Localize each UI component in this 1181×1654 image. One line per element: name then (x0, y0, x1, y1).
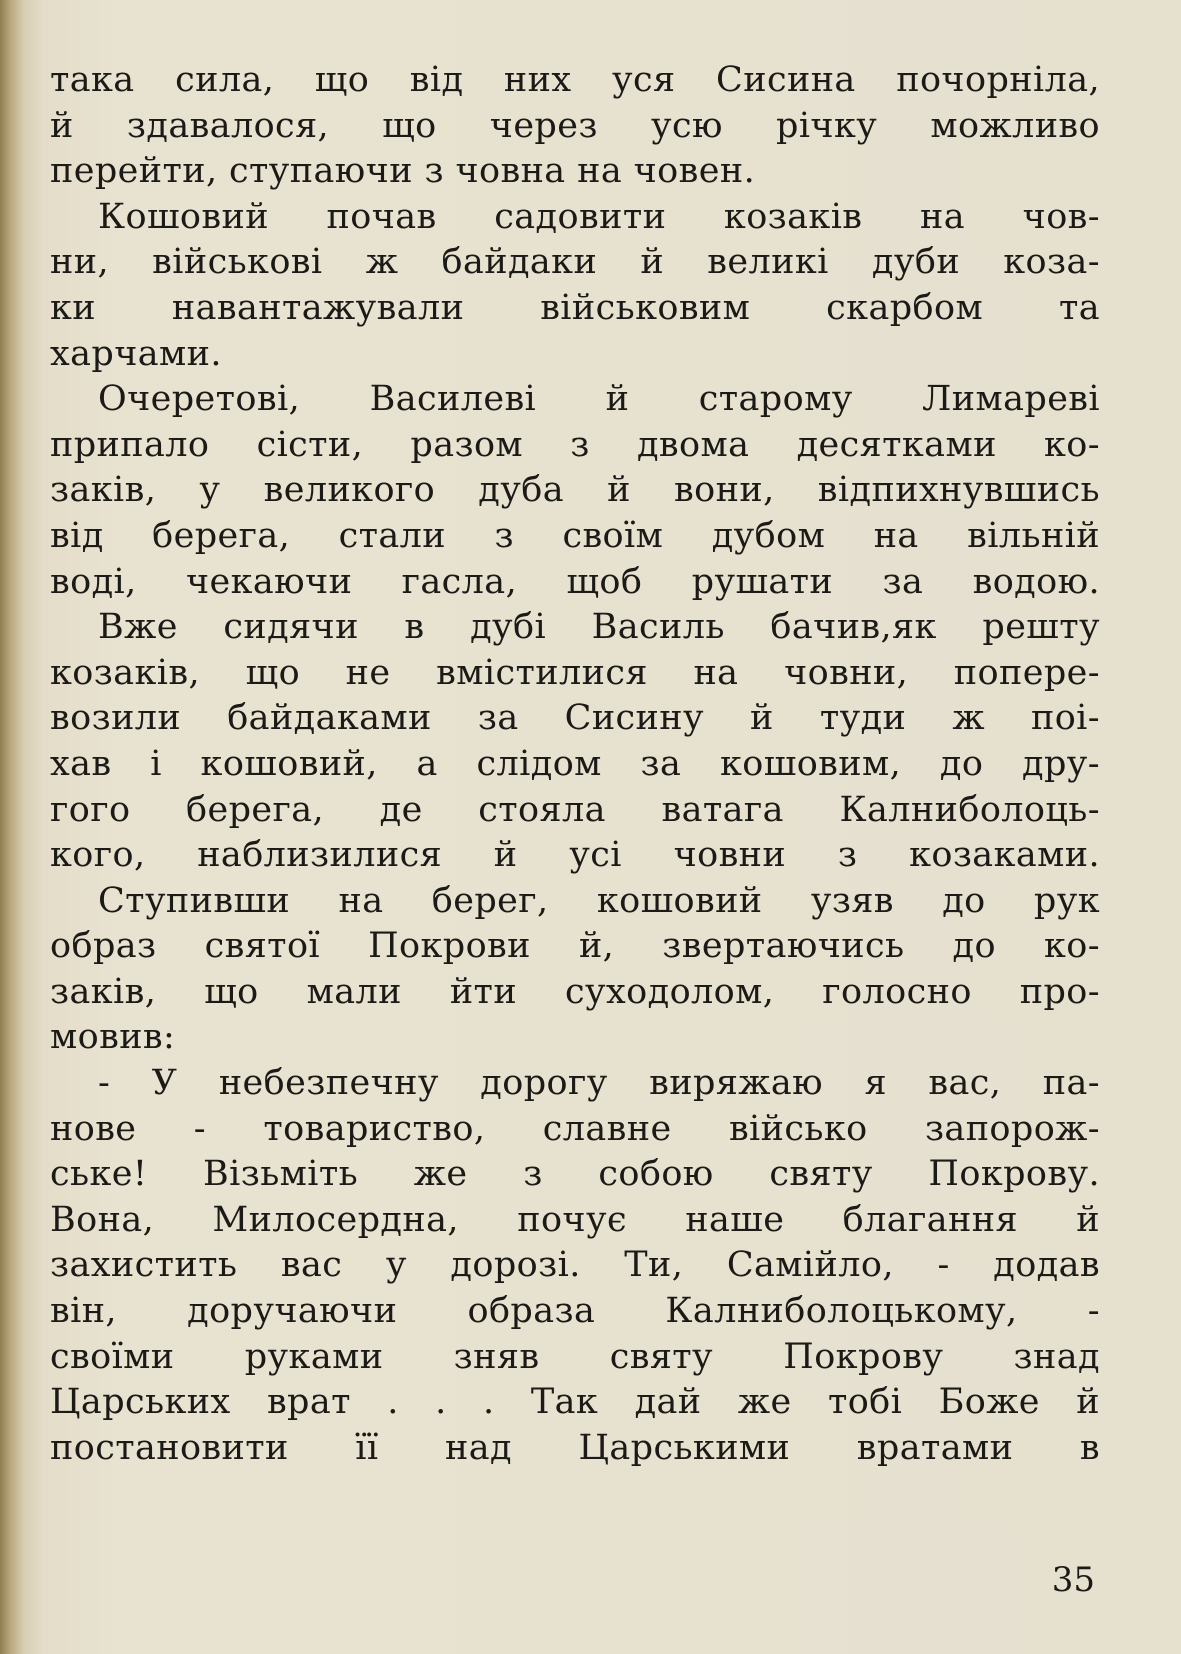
text-line: припало сісти, разом з двома десятками ко- (50, 424, 1100, 465)
text-line: образ святої Покрови й, звертаючись до ко- (50, 926, 1100, 967)
text-line: Вона, Милосердна, почує наше благання й (50, 1199, 1100, 1240)
text-line: Ступивши на берег, кошовий узяв до рук (98, 880, 1100, 921)
text-line: заків, що мали йти суходолом, голосно про- (50, 971, 1100, 1012)
text-line: від берега, стали з своїм дубом на вільній (50, 515, 1100, 556)
text-line: возили байдаками за Сисину й туди ж поі- (50, 698, 1100, 739)
text-line: нове - товариство, славне військо запорож- (50, 1108, 1100, 1149)
text-line: своїми руками зняв святу Покрову знад (50, 1336, 1100, 1377)
text-line: козаків, що не вмістилися на човни, попере- (50, 652, 1100, 693)
text-line: заків, у великого дуба й вони, відпихнувшись (50, 470, 1100, 511)
text-line: захистить вас у дорозі. Ти, Самійло, - додав (50, 1245, 1100, 1286)
text-line: Очеретові, Василеві й старому Лимареві (98, 379, 1100, 420)
text-line: хав і кошовий, а слідом за кошовим, до дру- (50, 743, 1100, 784)
text-line: Царських врат . . . Так дай же тобі Боже й (50, 1382, 1100, 1423)
text-line: харчами. (50, 333, 222, 374)
text-line: - У небезпечну дорогу виряжаю я вас, па- (98, 1063, 1100, 1104)
text-line: гого берега, де стояла ватага Калниболоць- (50, 789, 1100, 830)
text-line: перейти, ступаючи з човна на човен. (50, 151, 756, 192)
text-line: мовив: (50, 1017, 176, 1058)
page-number: 35 (1051, 1560, 1095, 1600)
text-line: ки навантажували військовим скарбом та (50, 287, 1100, 328)
text-line: Кошовий почав садовити козаків на чов- (98, 196, 1100, 237)
body-text (50, 58, 1100, 1471)
text-line: ни, військові ж байдаки й великі дуби коза- (50, 242, 1100, 283)
text-line: воді, чекаючи гасла, щоб рушати за водою. (50, 561, 1100, 602)
text-line: ське! Візьміть же з собою святу Покрову. (50, 1154, 1100, 1195)
text-line: він, доручаючи образа Калниболоцькому, - (50, 1291, 1100, 1332)
text-line: кого, наблизилися й усі човни з козаками. (50, 835, 1100, 876)
text-line: й здавалося, що через усю річку можливо (50, 105, 1100, 146)
text-line: постановити її над Царськими вратами в (50, 1427, 1100, 1468)
text-line: така сила, що від них уся Сисина почорніла, (50, 60, 1100, 100)
text-line: Вже сидячи в дубі Василь бачив,як решту (98, 607, 1100, 648)
